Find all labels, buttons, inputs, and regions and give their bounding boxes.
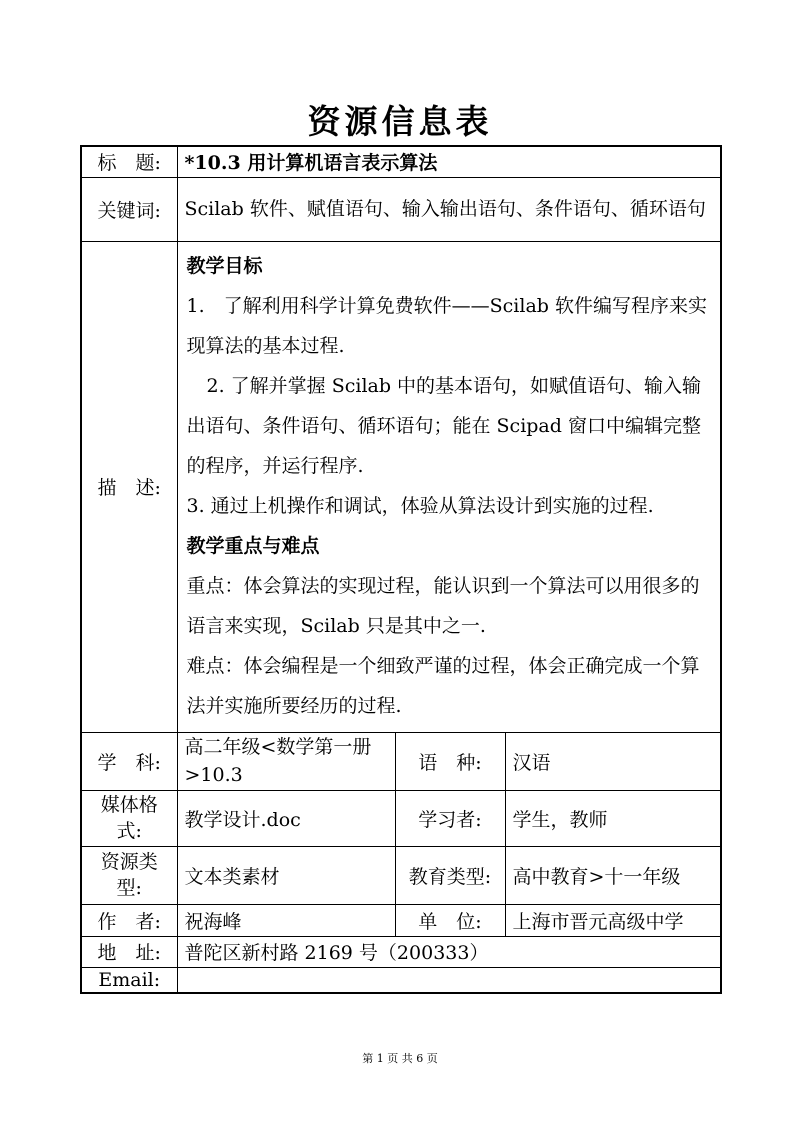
keywords-label: 关键词: xyxy=(81,177,177,241)
subject-label: 学 科: xyxy=(81,732,177,790)
resource-type-label: 资源类型: xyxy=(81,846,177,904)
row-keywords xyxy=(81,177,721,241)
goal-1: 1. 了解利用科学计算免费软件——Scilab 软件编写程序来实现算法的基本过程. xyxy=(186,294,707,357)
description-label: 描 述: xyxy=(81,241,177,732)
address-value: 普陀区新村路 2169 号（200333） xyxy=(177,936,721,967)
row-address xyxy=(81,936,721,967)
keywords-value: Scilab 软件、赋值语句、输入输出语句、条件语句、循环语句 xyxy=(177,177,721,241)
difficult-point: 难点：体会编程是一个细致严谨的过程，体会正确完成一个算法并实施所要经历的过程. xyxy=(186,654,700,717)
language-label: 语 种: xyxy=(395,732,505,790)
email-value xyxy=(177,967,721,993)
key-points-heading: 教学重点与难点 xyxy=(186,534,320,557)
author-label: 作 者: xyxy=(81,904,177,936)
title-value: *10.3 用计算机语言表示算法 xyxy=(177,146,721,177)
learner-label: 学习者: xyxy=(395,790,505,846)
unit-value: 上海市晋元高级中学 xyxy=(505,904,721,936)
description-cell xyxy=(177,241,721,732)
media-label: 媒体格式: xyxy=(81,790,177,846)
language-value: 汉语 xyxy=(505,732,721,790)
resource-info-table xyxy=(80,145,722,994)
subject-value: 高二年级<数学第一册>10.3 xyxy=(177,732,395,790)
unit-label: 单 位: xyxy=(395,904,505,936)
title-label: 标 题: xyxy=(81,146,177,177)
email-label: Email: xyxy=(81,967,177,993)
row-media xyxy=(81,790,721,846)
learner-value: 学生，教师 xyxy=(505,790,721,846)
row-description xyxy=(81,241,721,732)
goal-2: 2. 了解并掌握 Scilab 中的基本语句，如赋值语句、输入输出语句、条件语句、循环语句；能在 Scipad 窗口中编辑完整的程序，并运行程序. xyxy=(186,374,702,477)
goal-3: 3. 通过上机操作和调试，体验从算法设计到实施的过程. xyxy=(186,494,654,517)
page-footer: 第 1 页 共 6 页 xyxy=(362,1052,438,1065)
row-subject xyxy=(81,732,721,790)
education-type-value: 高中教育>十一年级 xyxy=(505,846,721,904)
row-author xyxy=(81,904,721,936)
media-value: 教学设计.doc xyxy=(177,790,395,846)
key-point: 重点：体会算法的实现过程，能认识到一个算法可以用很多的语言来实现，Scilab 只是其中之一. xyxy=(186,574,700,637)
page-title: 资源信息表 xyxy=(307,102,493,141)
row-title xyxy=(81,146,721,177)
education-type-label: 教育类型: xyxy=(395,846,505,904)
resource-type-value: 文本类素材 xyxy=(177,846,395,904)
row-email xyxy=(81,967,721,993)
teaching-goals-heading: 教学目标 xyxy=(186,254,263,277)
address-label: 地 址: xyxy=(81,936,177,967)
author-value: 祝海峰 xyxy=(177,904,395,936)
row-resource-type xyxy=(81,846,721,904)
